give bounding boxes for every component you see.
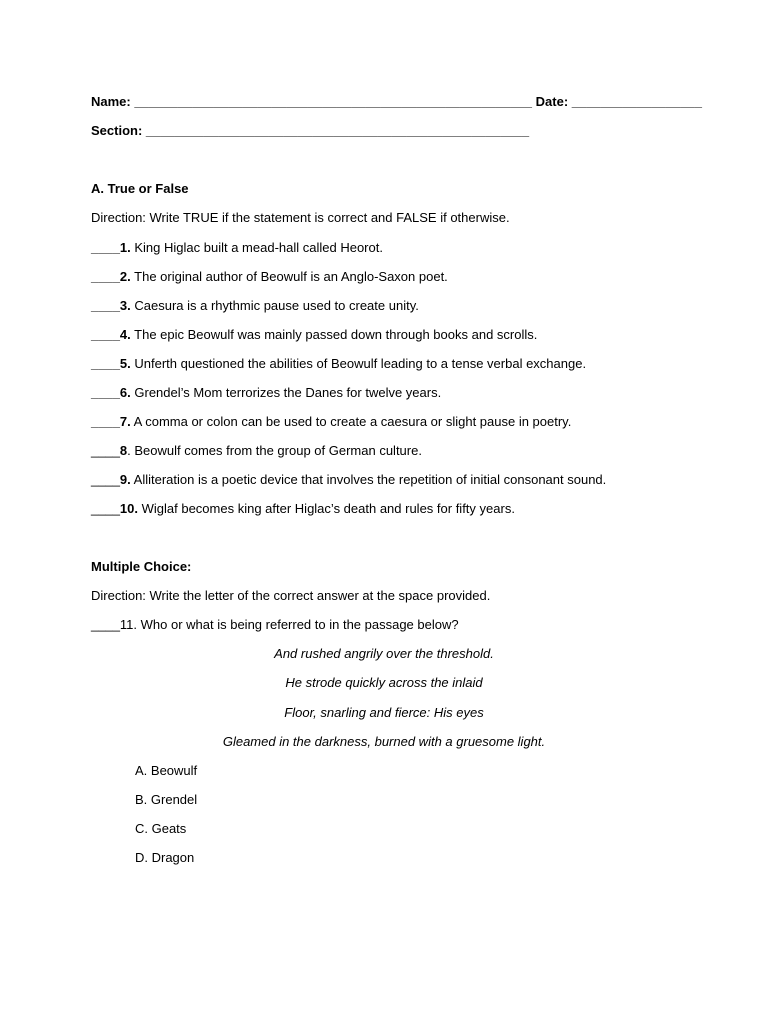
item-number: 2. <box>119 269 131 284</box>
part-a-direction: Direction: Write TRUE if the statement is correct and FALSE if otherwise. <box>91 210 510 225</box>
tf-item-9 <box>91 472 606 488</box>
part-b-direction: Direction: Write the letter of the correct answer at the space provided. <box>91 588 491 603</box>
name-label: Name: <box>91 94 131 109</box>
tf-item-1 <box>91 240 383 256</box>
item-number: 7. <box>119 414 131 429</box>
option-c: C. Geats <box>135 821 187 836</box>
answer-blank[interactable]: ____ <box>91 414 120 429</box>
mc-question-11: ____11. Who or what is being referred to in the passage below? <box>91 617 459 632</box>
answer-blank[interactable]: ____ <box>91 356 120 371</box>
part-b-title: Multiple Choice: <box>91 559 192 574</box>
name-line <box>91 94 702 110</box>
tf-item-6 <box>91 385 441 401</box>
item-text: The original author of Beowulf is an Anglo-Saxon poet. <box>130 269 448 284</box>
item-text: Wiglaf becomes king after Higlac’s death and rules for fifty years. <box>138 501 515 516</box>
item-text: The epic Beowulf was mainly passed down through books and scrolls. <box>130 327 538 342</box>
item-number: 4. <box>119 327 131 342</box>
section-line <box>91 123 529 139</box>
passage-line: He strode quickly across the inlaid <box>285 675 483 690</box>
tf-item-3 <box>91 298 419 314</box>
answer-blank[interactable]: ____ <box>91 327 120 342</box>
option-a: A. Beowulf <box>135 763 198 778</box>
item-number: 6. <box>119 385 131 400</box>
item-text: Caesura is a rhythmic pause used to create unity. <box>130 298 419 313</box>
item-number: 1. <box>119 240 131 255</box>
item-text: Alliteration is a poetic device that involves the repetition of initial consonant sound. <box>130 472 607 487</box>
answer-blank[interactable]: ____ <box>91 443 120 458</box>
tf-item-8 <box>91 443 422 459</box>
tf-item-5 <box>91 356 586 372</box>
answer-blank[interactable]: ____ <box>91 501 120 516</box>
answer-blank[interactable]: ____ <box>91 385 120 400</box>
item-number: 3. <box>119 298 131 313</box>
item-number: 10. <box>119 501 138 516</box>
answer-blank[interactable]: ____ <box>91 269 120 284</box>
passage-line: Gleamed in the darkness, burned with a gruesome light. <box>222 734 546 749</box>
answer-blank[interactable]: ____ <box>91 472 120 487</box>
answer-blank[interactable]: ____ <box>91 298 120 313</box>
date-label: Date: <box>535 94 569 109</box>
item-text: A comma or colon can be used to create a caesura or slight pause in poetry. <box>130 414 572 429</box>
section-blank[interactable]: _____________________________________________________ <box>145 123 530 138</box>
option-b: B. Grendel <box>135 792 198 807</box>
section-label: Section: <box>91 123 143 138</box>
tf-item-4 <box>91 327 537 343</box>
passage-line: And rushed angrily over the threshold. <box>274 646 494 661</box>
item-text: Unferth questioned the abilities of Beowulf leading to a tense verbal exchange. <box>130 356 587 371</box>
item-number: 8 <box>119 443 128 458</box>
name-blank[interactable]: _______________________________________________________ <box>134 94 533 109</box>
part-a-title: A. True or False <box>91 181 189 196</box>
item-text: . Beowulf comes from the group of German culture. <box>127 443 422 458</box>
answer-blank[interactable]: ____ <box>91 240 120 255</box>
tf-item-2 <box>91 269 448 285</box>
date-blank[interactable]: __________________ <box>571 94 702 109</box>
item-text: Grendel’s Mom terrorizes the Danes for twelve years. <box>130 385 442 400</box>
item-text: King Higlac built a mead-hall called Heorot. <box>130 240 383 255</box>
passage-line: Floor, snarling and fierce: His eyes <box>284 705 484 720</box>
item-number: 5. <box>119 356 131 371</box>
tf-item-10 <box>91 501 515 517</box>
tf-item-7 <box>91 414 571 430</box>
option-d: D. Dragon <box>135 850 195 865</box>
item-number: 9. <box>119 472 131 487</box>
